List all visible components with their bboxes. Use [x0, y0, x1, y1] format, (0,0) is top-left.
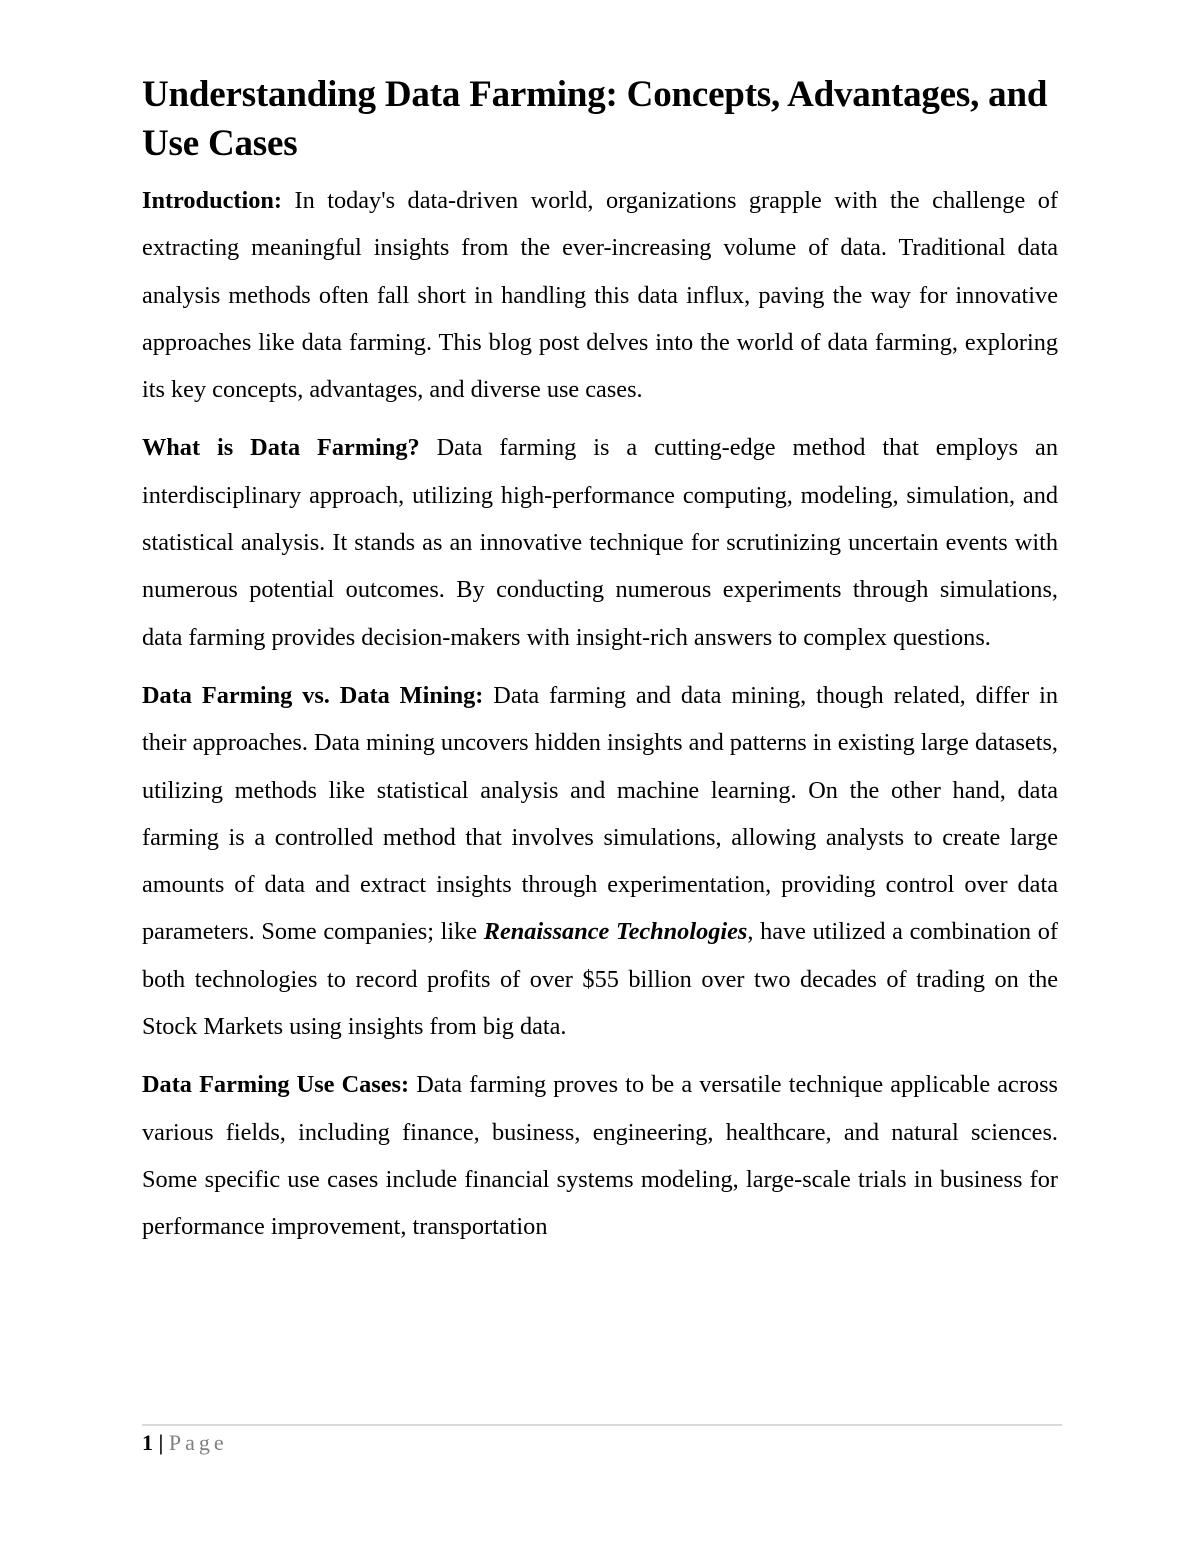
use-cases-heading: Data Farming Use Cases:: [142, 1071, 410, 1099]
page-label: Page: [168, 1430, 228, 1455]
use-cases-paragraph: [142, 1061, 1058, 1250]
page-separator: |: [158, 1430, 164, 1455]
comparison-paragraph: [142, 672, 1058, 1050]
footer-divider: [142, 1424, 1062, 1426]
page-number: 1: [142, 1430, 153, 1455]
intro-text: In today's data-driven world, organizations grapple with the challenge of extracting meaningful insights from the ever-increasing volume of data. Traditional data analysis methods often fall short in handling this data influx, paving the way for innovative approaches like data farming. This blog post delves into the world of data farming, exploring its key concepts, advantages, and diverse use cases.: [142, 187, 1058, 404]
comparison-text-start: Data farming and data mining, though related, differ in their approaches. Data mining uncovers hidden insights and patterns in existing large datasets, utilizing methods like statistical analysis and machine learning. On the other hand, data farming is a controlled method that involves simulations, allowing analysts to create large amounts of data and extract insights through experimentation, providing control over data parameters. Some companies; like: [142, 681, 1059, 946]
definition-paragraph: [142, 424, 1058, 660]
comparison-heading: Data Farming vs. Data Mining:: [142, 681, 484, 709]
comparison-text-end: , have utilized a combination of both technologies to record profits of over $55 billion over two decades of trading on the Stock Markets using insights from big data.: [142, 918, 1058, 1041]
company-name-emphasis: Renaissance Technologies: [483, 918, 748, 946]
document-body: [142, 70, 1058, 1251]
intro-heading: Introduction:: [142, 187, 282, 214]
use-cases-text: Data farming proves to be a versatile technique applicable across various fields, including finance, business, engineering, healthcare, and natural sciences. Some specific use cases include financial systems modeling, large-scale trials in business for performance improvement, transportation: [142, 1071, 1058, 1241]
intro-paragraph: [142, 177, 1058, 413]
definition-heading: What is Data Farming?: [142, 434, 420, 462]
definition-text: Data farming is a cutting-edge method that employs an interdisciplinary approach, utilizing high-performance computing, modeling, simulation, and statistical analysis. It stands as an innovative technique for scrutinizing uncertain events with numerous potential outcomes. By conducting numerous experiments through simulations, data farming provides decision-makers with insight-rich answers to complex questions.: [142, 434, 1058, 651]
document-title: Understanding Data Farming: Concepts, Advantages, and Use Cases: [142, 74, 1048, 164]
page-footer: [142, 1428, 228, 1458]
